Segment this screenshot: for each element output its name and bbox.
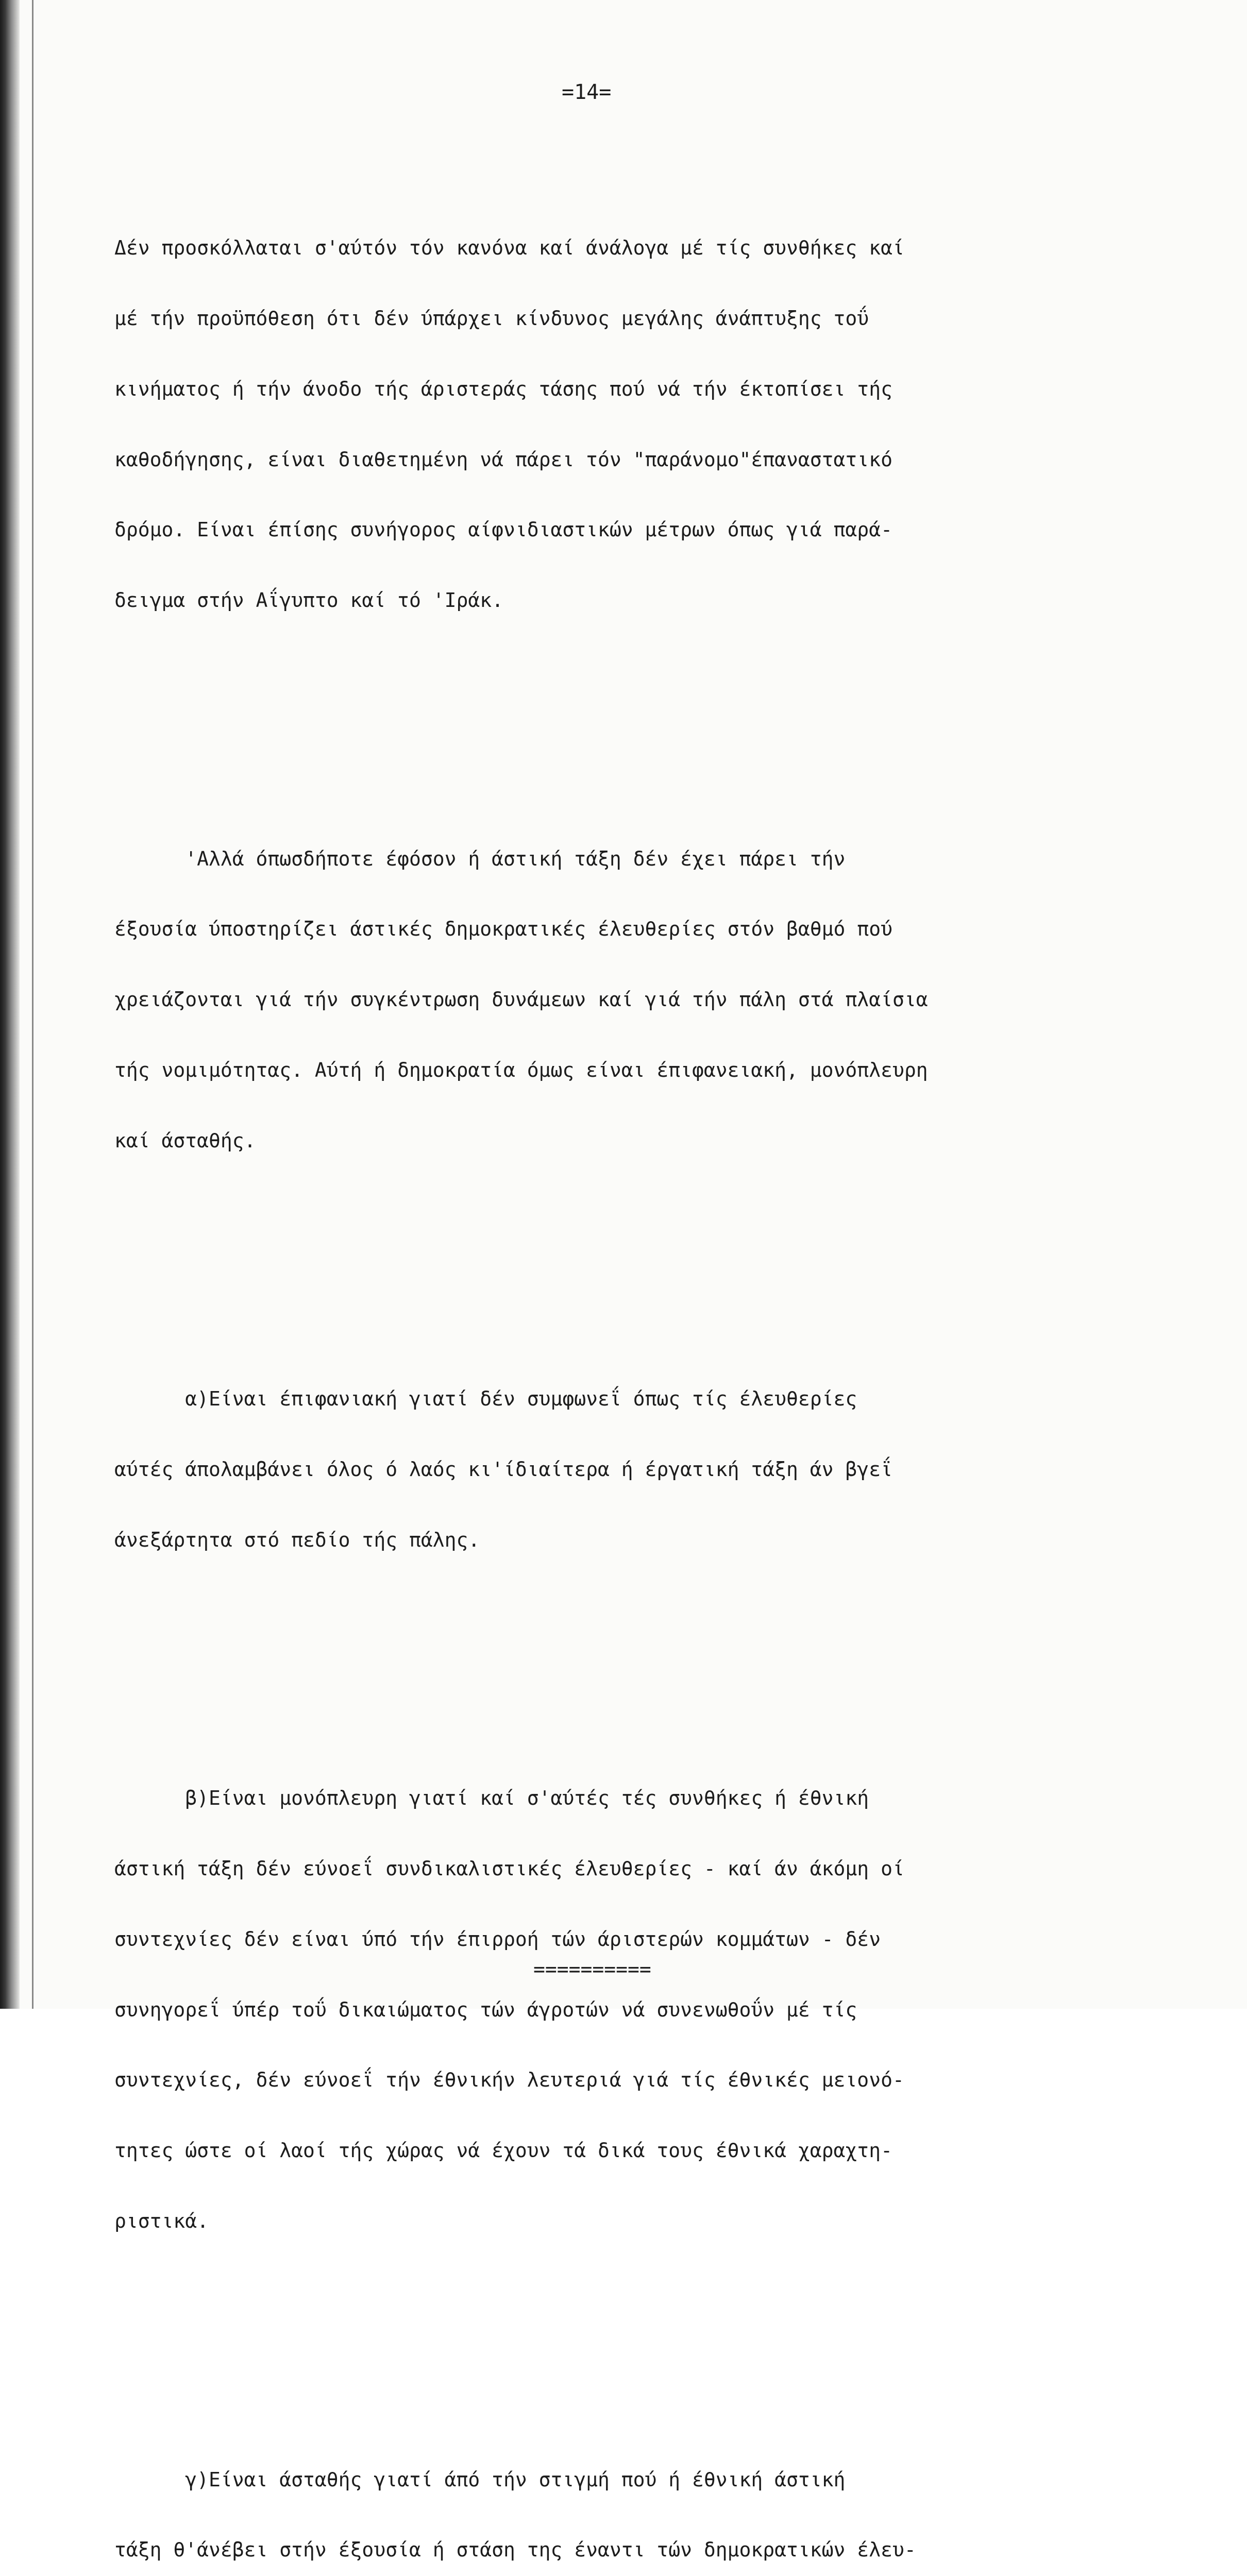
spacer xyxy=(114,2327,1197,2351)
page-number: =14= xyxy=(562,80,612,104)
text-line: άνεξάρτητα στό πεδίο τής πάλης. xyxy=(114,1528,480,1551)
text-line: συντεχνίες δέν είναι ύπό τήν έπιρροή τών άριστερών κομμάτων - δέν xyxy=(114,1927,881,1951)
text-line: δρόμο. Είναι έπίσης συνήγορος αίφνιδιαστικών μέτρων όπως γιά παρά- xyxy=(114,518,892,541)
text-line: αύτές άπολαμβάνει όλος ό λαός κι'ίδιαίτερα ή έργατική τάξη άν βγεΐ xyxy=(114,1458,892,1481)
text-line: χρειάζονται γιά τήν συγκέντρωση δυνάμεων καί γιά τήν πάλη στά πλαίσια xyxy=(114,988,928,1011)
text-line: συντεχνίες, δέν εύνοεΐ τήν έθνικήν λευτεριά γιά τίς έθνικές μειονό- xyxy=(114,2069,904,2092)
text-line: καί άσταθής. xyxy=(114,1129,256,1152)
paragraph-bourgeois-democracy xyxy=(114,800,1197,1199)
text-line: τητες ώστε οί λαοί τής χώρας νά έχουν τά δικά τους έθνικά χαραχτη- xyxy=(114,2139,892,2162)
text-line: γ)Είναι άσταθής γιατί άπό τήν στιγμή πού ή έθνική άστική xyxy=(114,2468,846,2491)
paragraph-intro xyxy=(114,190,1197,659)
text-line: 'Αλλά όπωσδήποτε έφόσον ή άστική τάξη δέν έχει πάρει τήν xyxy=(114,847,846,870)
closing-rule: ========== xyxy=(533,1958,651,1980)
binder-edge-shadow xyxy=(0,0,20,2009)
spacer xyxy=(114,1646,1197,1670)
text-line: συνηγορεΐ ύπέρ τοΰ δικαιώματος τών άγροτών νά συνενωθοΰν μέ τίς xyxy=(114,1998,857,2021)
spacer xyxy=(114,119,1197,143)
text-line: καθοδήγησης, είναι διαθετημένη νά πάρει τόν "παράνομο"έπαναστατικό xyxy=(114,448,892,471)
document-body xyxy=(114,72,1197,2576)
binder-margin-line xyxy=(32,0,33,2009)
text-line: μέ τήν προϋπόθεση ότι δέν ύπάρχει κίνδυνος μεγάλης άνάπτυξης τοΰ xyxy=(114,307,869,330)
text-line: έξουσία ύποστηρίζει άστικές δημοκρατικές έλευθερίες στόν βαθμό πού xyxy=(114,918,892,941)
text-line: κινήματος ή τήν άνοδο τής άριστεράς τάσης πού νά τήν έκτοπίσει τής xyxy=(114,377,892,400)
text-line: ριστικά. xyxy=(114,2210,209,2233)
text-line: Δέν προσκόλλαται σ'αύτόν τόν κανόνα καί άνάλογα μέ τίς συνθήκες καί xyxy=(114,236,904,260)
text-line: τής νομιμότητας. Αύτή ή δημοκρατία όμως είναι έπιφανειακή, μονόπλευρη xyxy=(114,1058,928,1081)
text-line: άστική τάξη δέν εύνοεΐ συνδικαλιστικές έλευθερίες - καί άν άκόμη οί xyxy=(114,1857,904,1880)
text-line: δειγμα στήν Αΐγυπτο καί τό 'Ιράκ. xyxy=(114,589,503,612)
paragraph-point-a xyxy=(114,1341,1197,1599)
spacer xyxy=(114,1247,1197,1270)
spacer xyxy=(114,706,1197,730)
text-line: β)Είναι μονόπλευρη γιατί καί σ'αύτές τές συνθήκες ή έθνική xyxy=(114,1787,869,1810)
text-line: α)Είναι έπιφανιακή γιατί δέν συμφωνεΐ όπως τίς έλευθερίες xyxy=(114,1387,857,1411)
paragraph-point-b xyxy=(114,1740,1197,2280)
text-line: τάξη θ'άνέβει στήν έξουσία ή στάση της έναντι τών δημοκρατικών έλευ- xyxy=(114,2538,916,2562)
paragraph-point-c xyxy=(114,2421,1197,2576)
